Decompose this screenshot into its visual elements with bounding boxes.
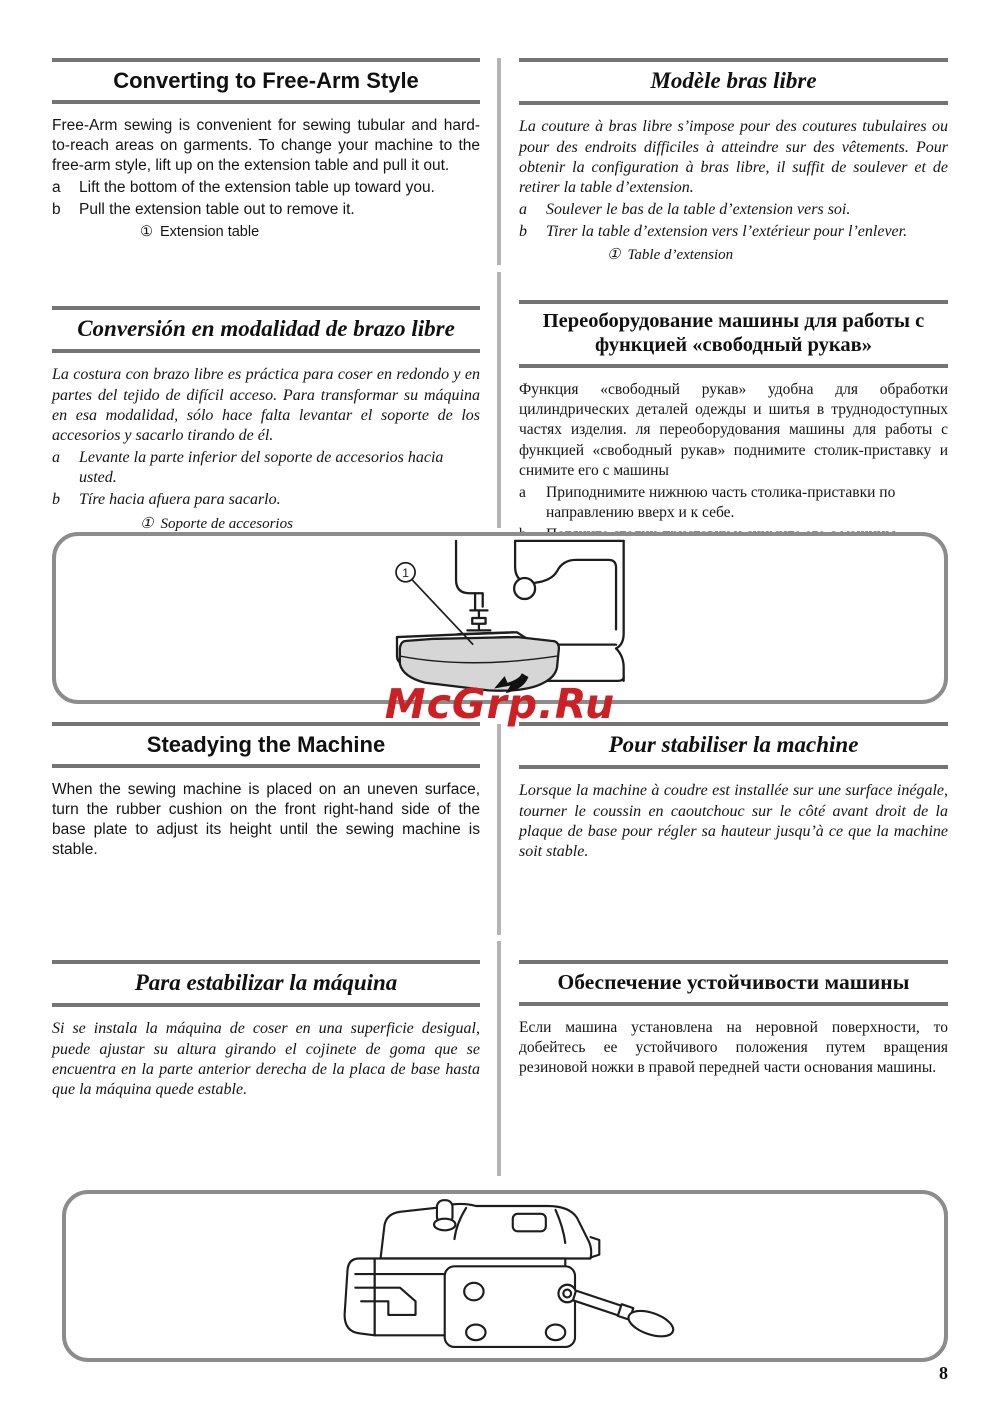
step-list (52, 448, 480, 510)
section-fr-steady (519, 722, 948, 862)
circled-number-icon: ① (140, 224, 153, 241)
step-a (52, 448, 480, 488)
step-a (519, 200, 948, 220)
section-es-freearm (52, 306, 480, 533)
page-number: 8 (939, 1363, 948, 1383)
sewing-machine-bottom-illustration (330, 1198, 680, 1354)
sewing-machine-freearm-illustration (367, 538, 667, 698)
section-title-ru-steady: Обеспечение устойчивости машины (519, 960, 948, 1006)
section-en-steady (52, 722, 480, 860)
section-es-steady (52, 960, 480, 1100)
figure-label-number: 1 (402, 566, 410, 581)
step-letter: a (52, 449, 60, 467)
carry-handle-cutout (513, 1214, 546, 1232)
column-divider-row2 (497, 272, 501, 528)
step-list (52, 178, 480, 220)
callout-text: Table d’extension (627, 247, 734, 264)
step-b (519, 222, 948, 242)
watermark: McGrp.Ru (384, 680, 616, 728)
circled-number-icon: ① (607, 247, 621, 264)
figure-steady-box (62, 1190, 948, 1362)
step-a (519, 483, 948, 523)
callout-text: Soporte de accesorios (160, 515, 293, 532)
callout-text: Extension table (160, 224, 260, 241)
section-body-ru-freearm: Функция «свободный рукав» удобна для обработки цилиндрических деталей одежды и шитья в труднодоступных частях изделия. ля переоборудования машины для работы с функцией «свободный рукав» поднимите столик-приставку и снимите его с машины (519, 381, 948, 479)
step-text: Levante la parte inferior del soporte de accesorios hacia usted. (79, 449, 444, 487)
section-title-ru-freearm: Переоборудование машины для работы с функцией «свободный рукав» (519, 300, 948, 368)
section-title-en-steady: Steadying the Machine (52, 722, 480, 768)
step-text: Приподнимите нижнюю часть столика-приставки по направлению вверх и к себе. (546, 483, 896, 521)
step-letter: b (519, 223, 527, 241)
step-letter: a (52, 178, 61, 196)
section-body-es-steady: Si se instala la máquina de coser en una superficie desigual, puede ajustar su altura girando el cojinete de goma que se encuentra en la parte anterior derecha de la placa de base hasta que la máquina quede estable. (52, 1020, 480, 1098)
column-divider-row3 (497, 724, 501, 935)
step-b (52, 490, 480, 510)
section-ru-steady (519, 960, 948, 1078)
section-body-es-freearm: La costura con brazo libre es práctica para coser en redondo y en partes del tejido de difícil acceso. Para transformar su máquina en esa modalidad, sólo hace falta levantar el soporte de los accesorios y sacarlo tirando de él. (52, 366, 480, 444)
figure-freearm-box (52, 532, 948, 704)
section-title-en-freearm: Converting to Free-Arm Style (52, 58, 480, 104)
step-text: Tíre hacia afuera para sacarlo. (79, 491, 281, 509)
section-body-en-steady: When the sewing machine is placed on an uneven surface, turn the rubber cushion on the front right-hand side of the base plate to adjust its height until the sewing machine is stable. (52, 781, 480, 858)
section-body-fr-freearm: La couture à bras libre s’impose pour des coutures tubulaires ou pour des endroits difficiles à atteindre sur des vêtements. Pour obtenir la configuration à bras libre, il suffit de soulever et de retirer la table d’extension. (519, 118, 948, 196)
section-title-fr-freearm: Modèle bras libre (519, 58, 948, 105)
step-letter: a (519, 483, 526, 501)
section-body-ru-steady: Если машина установлена на неровной поверхности, то добейтесь ее устойчивого положения путем вращения резиновой ножки в правой передней части основания машины. (519, 1018, 948, 1076)
machine-foot (546, 1325, 565, 1341)
step-letter: b (52, 491, 60, 509)
section-ru-freearm (519, 300, 948, 568)
step-text: Soulever le bas de la table d’extension vers soi. (546, 201, 851, 219)
step-text: Pull the extension table out to remove it. (79, 200, 355, 218)
section-fr-freearm (519, 58, 948, 265)
step-a (52, 178, 480, 198)
callout (140, 223, 480, 242)
step-text: Tirer la table d’extension vers l’extérieur pour l’enlever. (546, 223, 908, 241)
circled-number-icon: ① (140, 515, 154, 532)
machine-foot (466, 1325, 485, 1341)
section-title-es-freearm: Conversión en modalidad de brazo libre (52, 306, 480, 353)
step-letter: a (519, 201, 527, 219)
section-body-fr-steady: Lorsque la machine à coudre est installée sur une surface inégale, tourner le coussin en caoutchouc sur le côté avant droit de la plaque de base pour régler sa hauteur jusqu’à ce que la machine soit stable. (519, 782, 948, 860)
machine-foot (464, 1283, 483, 1301)
step-list (519, 200, 948, 242)
step-b (52, 200, 480, 220)
column-divider-row4 (497, 941, 501, 1176)
section-en-freearm (52, 58, 480, 242)
callout (607, 246, 948, 265)
step-text: Lift the bottom of the extension table up toward you. (79, 178, 435, 196)
section-body-en-freearm: Free-Arm sewing is convenient for sewing tubular and hard-to-reach areas on garments. To change your machine to the free-arm style, lift up on the extension table and pull it out. (52, 117, 480, 174)
section-title-fr-steady: Pour stabiliser la machine (519, 722, 948, 769)
screwdriver-handle (625, 1306, 676, 1341)
section-title-es-steady: Para estabilizar la máquina (52, 960, 480, 1007)
callout (140, 515, 480, 534)
column-divider-row1 (497, 58, 501, 265)
step-letter: b (52, 200, 61, 218)
